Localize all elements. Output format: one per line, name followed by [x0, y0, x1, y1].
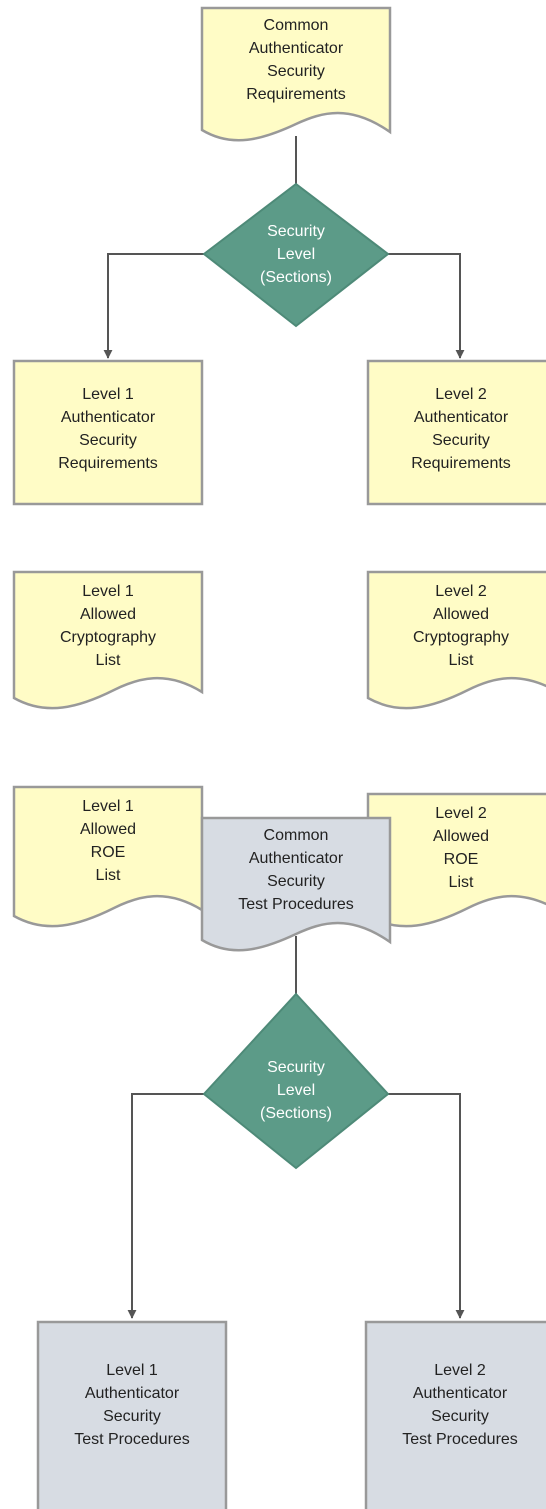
label-line: Level [276, 1081, 316, 1099]
label-line: Allowed [79, 821, 137, 838]
level1-crypto-label [14, 574, 202, 678]
label-line: ROE [90, 844, 126, 861]
label-line: List [95, 652, 121, 669]
level2-test-procedures-label [366, 1346, 546, 1464]
label-line: (Sections) [259, 1104, 333, 1122]
label-line: Security [267, 222, 325, 240]
label-line: Level 1 [82, 386, 134, 403]
label-line: Security [431, 1408, 489, 1425]
label-line: Allowed [432, 828, 490, 845]
label-line: Level 1 [82, 583, 134, 600]
label-line: Level 2 [435, 386, 487, 403]
common-test-procedures-label [202, 820, 390, 920]
label-line: Requirements [246, 86, 346, 103]
label-line: Security [432, 432, 490, 449]
connector-test-decision-to-level2 [388, 1094, 460, 1318]
label-line: List [95, 867, 121, 884]
label-line: Authenticator [60, 409, 156, 426]
label-line: Security [267, 63, 325, 80]
label-line: Cryptography [59, 629, 157, 646]
label-line: Requirements [411, 455, 511, 472]
label-line: Level [276, 245, 316, 263]
label-line: Test Procedures [402, 1431, 518, 1448]
label-line: Test Procedures [74, 1431, 190, 1448]
label-line: Security [79, 432, 137, 449]
connector-decision-to-level2 [388, 254, 460, 358]
level1-requirements-label [14, 370, 202, 488]
label-line: Requirements [58, 455, 158, 472]
label-line: Allowed [79, 606, 137, 623]
level2-roe-label [368, 796, 546, 900]
level1-test-procedures-label [38, 1346, 226, 1464]
label-line: ROE [443, 851, 479, 868]
label-line: Cryptography [412, 629, 510, 646]
label-line: Common [263, 827, 329, 844]
connector-decision-to-level1 [108, 254, 204, 358]
label-line: Authenticator [412, 1385, 508, 1402]
label-line: Level 2 [434, 1362, 486, 1379]
label-line: Security [103, 1408, 161, 1425]
test-security-level-decision-label [236, 1054, 356, 1126]
label-line: Authenticator [248, 40, 344, 57]
label-line: Security [267, 1058, 325, 1076]
label-line: Authenticator [413, 409, 509, 426]
label-line: Level 1 [82, 798, 134, 815]
common-requirements-label [202, 10, 390, 110]
security-level-decision-label [236, 218, 356, 290]
label-line: Test Procedures [238, 896, 354, 913]
level2-crypto-label [368, 574, 546, 678]
level2-requirements-label [368, 370, 546, 488]
label-line: Authenticator [248, 850, 344, 867]
label-line: Authenticator [84, 1385, 180, 1402]
label-line: Level 2 [435, 583, 487, 600]
label-line: List [448, 652, 474, 669]
label-line: Level 2 [435, 805, 487, 822]
label-line: Allowed [432, 606, 490, 623]
label-line: Common [263, 17, 329, 34]
level1-roe-label [14, 789, 202, 893]
connector-test-decision-to-level1 [132, 1094, 204, 1318]
label-line: Security [267, 873, 325, 890]
label-line: List [448, 874, 474, 891]
label-line: (Sections) [259, 268, 333, 286]
label-line: Level 1 [106, 1362, 158, 1379]
